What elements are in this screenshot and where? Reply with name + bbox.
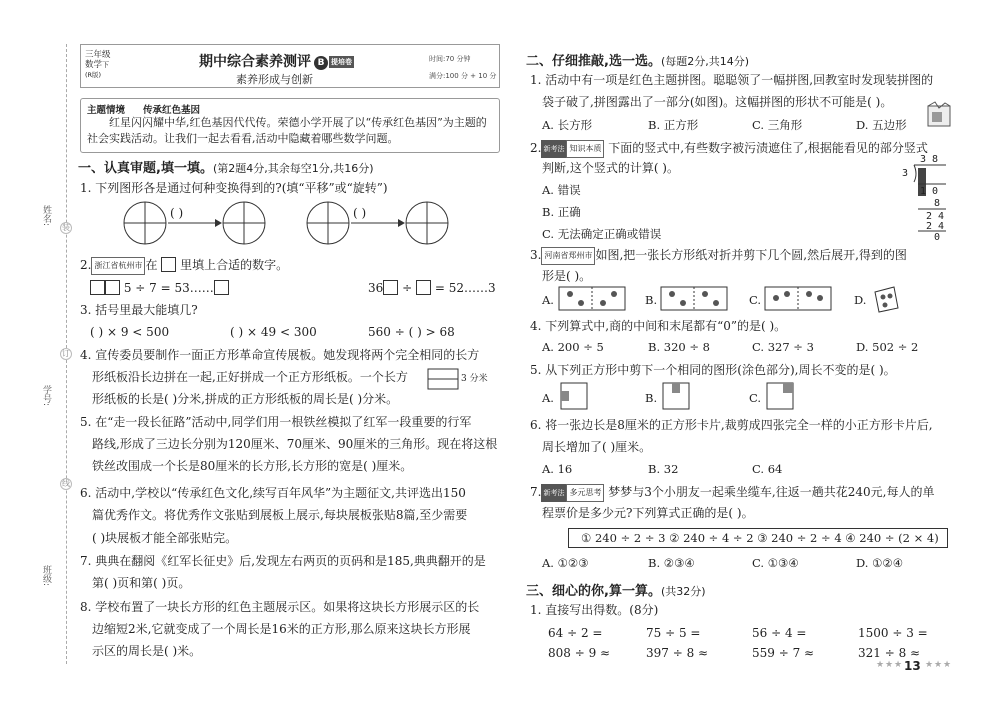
square-cut-b — [662, 382, 692, 412]
question-1-6: 6. 活动中,学校以“传承红色文化,续写百年风华”为主题征文,共评选出150 — [80, 486, 466, 500]
svg-text:0: 0 — [934, 232, 941, 242]
option-c[interactable]: C. 327 ÷ 3 — [752, 340, 814, 354]
star-icon: ★ — [925, 660, 934, 670]
calc-item: 397 ÷ 8 ≈ — [646, 646, 709, 660]
star-icon: ★ — [934, 660, 943, 670]
knowledge-tag: 知识本质 — [566, 140, 604, 158]
question-1-8-cont: 边缩短2米,它就变成了一个周长是16米的正方形,那么原来这块长方形展 — [92, 622, 471, 636]
star-icon: ★ — [876, 660, 885, 670]
inequality-b: ( ) × 49 < 300 — [230, 325, 317, 339]
circle-figure — [406, 202, 448, 244]
question-1-4-cont: 形纸板的长是( )分米,拼成的正方形纸板的周长是( )分米。 — [92, 392, 399, 406]
binding-mark: 线 — [62, 479, 70, 488]
answer-blank[interactable]: ( ) — [170, 206, 184, 220]
theme-text: 红星闪闪耀中华,红色基因代代传。荣德小学开展了以“传承红色基因”为主题的社会实践活动。让我们一起去看看,活动中隐藏着哪些数学问题。 — [87, 116, 487, 145]
question-1-8: 8. 学校布置了一块长方形的红色主题展示区。如果将这块长方形展示区的长 — [80, 600, 480, 614]
calc-item: 559 ÷ 7 ≈ — [752, 646, 815, 660]
question-1-5-cont: 路线,形成了三边长分别为120厘米、70厘米、90厘米的三角形。现在将这根 — [92, 437, 498, 451]
question-1-5-cont: 铁丝改围成一个长是80厘米的长方形,长方形的宽是( )厘米。 — [92, 459, 413, 473]
new-method-tag: 新考法 — [541, 484, 566, 502]
new-method-tag: 新考法 — [541, 140, 566, 158]
fill-box[interactable] — [105, 280, 120, 295]
star-icon: ★ — [894, 660, 903, 670]
time-limit: 时间:70 分钟 — [429, 55, 471, 63]
option-b[interactable]: B. ②③④ — [648, 556, 695, 570]
question-2-3: 3. 河南省郑州市 如图,把一张长方形纸对折并剪下几个圆,然后展开,得到的图 — [530, 247, 907, 265]
unfolded-paper-b — [660, 286, 730, 312]
calc-item: 808 ÷ 9 ≈ — [548, 646, 611, 660]
test-header — [80, 44, 500, 88]
question-1-7: 7. 典典在翻阅《红军长征史》后,发现左右两页的页码和是185,典典翻开的是 — [80, 554, 486, 568]
theme-label: 传承红色基因 — [143, 105, 201, 116]
unfolded-paper-c — [764, 286, 834, 312]
arrow-head — [398, 219, 405, 227]
question-2-7-cont: 程票价是多少元?下列算式正确的是( )。 — [542, 506, 754, 520]
question-1-8-cont: 示区的周长是( )米。 — [92, 644, 202, 658]
answer-blank[interactable]: ( ) — [353, 206, 367, 220]
rectangle-figure — [427, 368, 462, 390]
question-2-1-cont: 袋子破了,拼图露出了一部分(如图)。这幅拼图的形状不可能是( )。 — [542, 95, 893, 109]
svg-text:2 4: 2 4 — [926, 221, 945, 232]
question-1-7-cont: 第( )页和第( )页。 — [92, 576, 191, 590]
grade-info: 三年级 数学下 (R版) — [85, 50, 111, 79]
question-1-4: 4. 宣传委员要制作一面正方形革命宣传展板。她发现将两个完全相同的长方 — [80, 348, 480, 362]
question-2-4: 4. 下列算式中,商的中间和末尾都有“0”的是( )。 — [530, 319, 787, 333]
option-d[interactable]: D. — [854, 293, 867, 307]
question-2-2-cont: 判断,这个竖式的计算( )。 — [542, 161, 679, 175]
svg-text:1 0: 1 0 — [920, 186, 939, 197]
question-1-3: 3. 括号里最大能填几? — [80, 303, 198, 317]
long-division-figure — [900, 150, 950, 242]
equation-2a: 5 ÷ 7 = 53…… — [90, 280, 229, 296]
question-2-3-cont: 形是( )。 — [542, 269, 592, 283]
fill-box[interactable] — [383, 280, 398, 295]
option-a[interactable]: A. 长方形 — [542, 118, 593, 132]
section-3-title: 三、细心的你,算一算。(共32分) — [526, 584, 706, 599]
question-1-6-cont: ( )块展板才能全部张贴完。 — [92, 531, 238, 545]
circle-figure — [124, 202, 166, 244]
question-2-6-cont: 周长增加了( )厘米。 — [542, 440, 652, 454]
svg-text:3: 3 — [902, 168, 909, 179]
option-b[interactable]: B. 正方形 — [648, 118, 699, 132]
option-c[interactable]: C. ①③④ — [752, 556, 799, 570]
dimension-label: 3 分米 — [461, 374, 488, 384]
theme-tag: 主题情境 — [87, 105, 126, 116]
region-tag: 浙江省杭州市 — [91, 257, 145, 275]
option-b[interactable]: B. — [645, 293, 658, 307]
expression-list: ① 240 ÷ 2 ÷ 3 ② 240 ÷ 4 ÷ 2 ③ 240 ÷ 2 ÷ 4 ④ 240 ÷ (2 × 4) — [581, 531, 939, 545]
circle-figure — [223, 202, 265, 244]
fill-box[interactable] — [161, 257, 176, 272]
calc-item: 56 ÷ 4 = — [752, 626, 807, 640]
inequality-c: 560 ÷ ( ) > 68 — [368, 325, 455, 339]
theme-context-box — [80, 98, 500, 153]
option-a[interactable]: A. 错误 — [542, 183, 581, 197]
student-id-label: 学号: — [41, 385, 51, 407]
region-tag: 河南省郑州市 — [541, 247, 595, 265]
question-1-5: 5. 在“走一段长征路”活动中,同学们用一根铁丝模拟了红军一段重要的行军 — [80, 415, 472, 429]
calc-item: 75 ÷ 5 = — [646, 626, 701, 640]
multi-thinking-tag: 多元思考 — [566, 484, 604, 502]
volume-tag: 提培卷 — [331, 58, 352, 66]
circle-figure — [307, 202, 349, 244]
class-label: 班级: — [41, 565, 51, 587]
expression-box — [568, 528, 948, 548]
fill-box[interactable] — [214, 280, 229, 295]
option-d[interactable]: D. 五边形 — [856, 118, 907, 132]
option-a[interactable]: A. ①②③ — [542, 556, 589, 570]
equation-2b: 36 ÷ = 52……3 — [368, 281, 496, 295]
test-title: 期中综合素养测评 B 提培卷 — [199, 54, 352, 70]
option-a[interactable]: A. 16 — [542, 462, 573, 476]
star-icon: ★ — [885, 660, 894, 670]
svg-text:3 8: 3 8 — [920, 154, 939, 165]
option-c[interactable]: C. — [749, 391, 762, 405]
square-cut-c — [766, 382, 796, 412]
option-b[interactable]: B. 正确 — [542, 205, 581, 219]
fill-box[interactable] — [90, 280, 105, 295]
calc-item: 64 ÷ 2 = — [548, 626, 603, 640]
question-3-1: 1. 直接写出得数。(8分) — [530, 603, 659, 617]
question-2-7: 7. 新考法 多元思考 梦梦与3个小朋友一起乘坐缆车,往返一趟共花240元,每人的单 — [530, 484, 934, 502]
inequality-a: ( ) × 9 < 500 — [90, 325, 170, 339]
option-c[interactable]: C. — [749, 293, 762, 307]
unfolded-paper-d — [872, 284, 902, 314]
option-b[interactable]: B. 320 ÷ 8 — [648, 340, 710, 354]
volume-badge: B — [314, 56, 328, 70]
option-c[interactable]: C. 无法确定正确或错误 — [542, 227, 662, 241]
option-b[interactable]: B. 32 — [648, 462, 679, 476]
question-1-2: 2. 浙江省杭州市 在 里填上合适的数字。 — [80, 257, 288, 275]
full-score: 满分:100 分 + 10 分 — [429, 72, 497, 80]
option-a[interactable]: A. 200 ÷ 5 — [542, 340, 604, 354]
option-d[interactable]: D. ①②④ — [856, 556, 904, 570]
question-2-5: 5. 从下列正方形中剪下一个相同的图形(涂色部分),周长不变的是( )。 — [530, 363, 896, 377]
option-b[interactable]: B. — [645, 391, 658, 405]
unfolded-paper-a — [558, 286, 628, 312]
fill-box[interactable] — [416, 280, 431, 295]
option-c[interactable]: C. 三角形 — [752, 118, 803, 132]
calc-item: 321 ÷ 8 ≈ — [858, 646, 921, 660]
option-d[interactable]: D. 502 ÷ 2 — [856, 340, 919, 354]
binding-mark: 装 — [62, 223, 70, 232]
question-2-2: 2. 新考法 知识本质 下面的竖式中,有些数字被污渍遮住了,根据能看见的部分竖式 — [530, 140, 928, 158]
question-2-6: 6. 将一张边长是8厘米的正方形卡片,裁剪成四张完全一样的小正方形卡片后, — [530, 418, 933, 432]
option-a[interactable]: A. — [542, 293, 554, 307]
page-number: 13 — [904, 659, 921, 673]
section-1-title: 一、认真审题,填一填。(第2题4分,其余每空1分,共16分) — [78, 161, 374, 176]
star-icon: ★ — [943, 660, 952, 670]
svg-text:2 4: 2 4 — [926, 211, 945, 222]
arrow-head — [215, 219, 222, 227]
question-2-1: 1. 活动中有一项是红色主题拼图。聪聪领了一幅拼图,回教室时发现装拼图的 — [530, 73, 934, 87]
section-2-title: 二、仔细推敲,选一选。(每题2分,共14分) — [526, 54, 750, 69]
option-c[interactable]: C. 64 — [752, 462, 783, 476]
question-1-1: 1. 下列图形各是通过何种变换得到的?(填“平移”或“旋转”) — [80, 181, 388, 195]
torn-bag-image — [925, 100, 955, 130]
test-subtitle: 素养形成与创新 — [236, 73, 313, 86]
question-1-6-cont: 篇优秀作文。将优秀作文张贴到展板上展示,每块展板张贴8篇,至少需要 — [92, 508, 468, 522]
name-label: 姓名: — [41, 205, 51, 227]
binding-mark: 订 — [62, 349, 70, 358]
question-1-4-cont: 形纸板沿长边拼在一起,正好拼成一个正方形纸板。一个长方 — [92, 370, 408, 384]
svg-text:8: 8 — [934, 198, 941, 209]
square-cut-a — [560, 382, 590, 412]
option-a[interactable]: A. — [542, 391, 554, 405]
calc-item: 1500 ÷ 3 = — [858, 626, 928, 640]
